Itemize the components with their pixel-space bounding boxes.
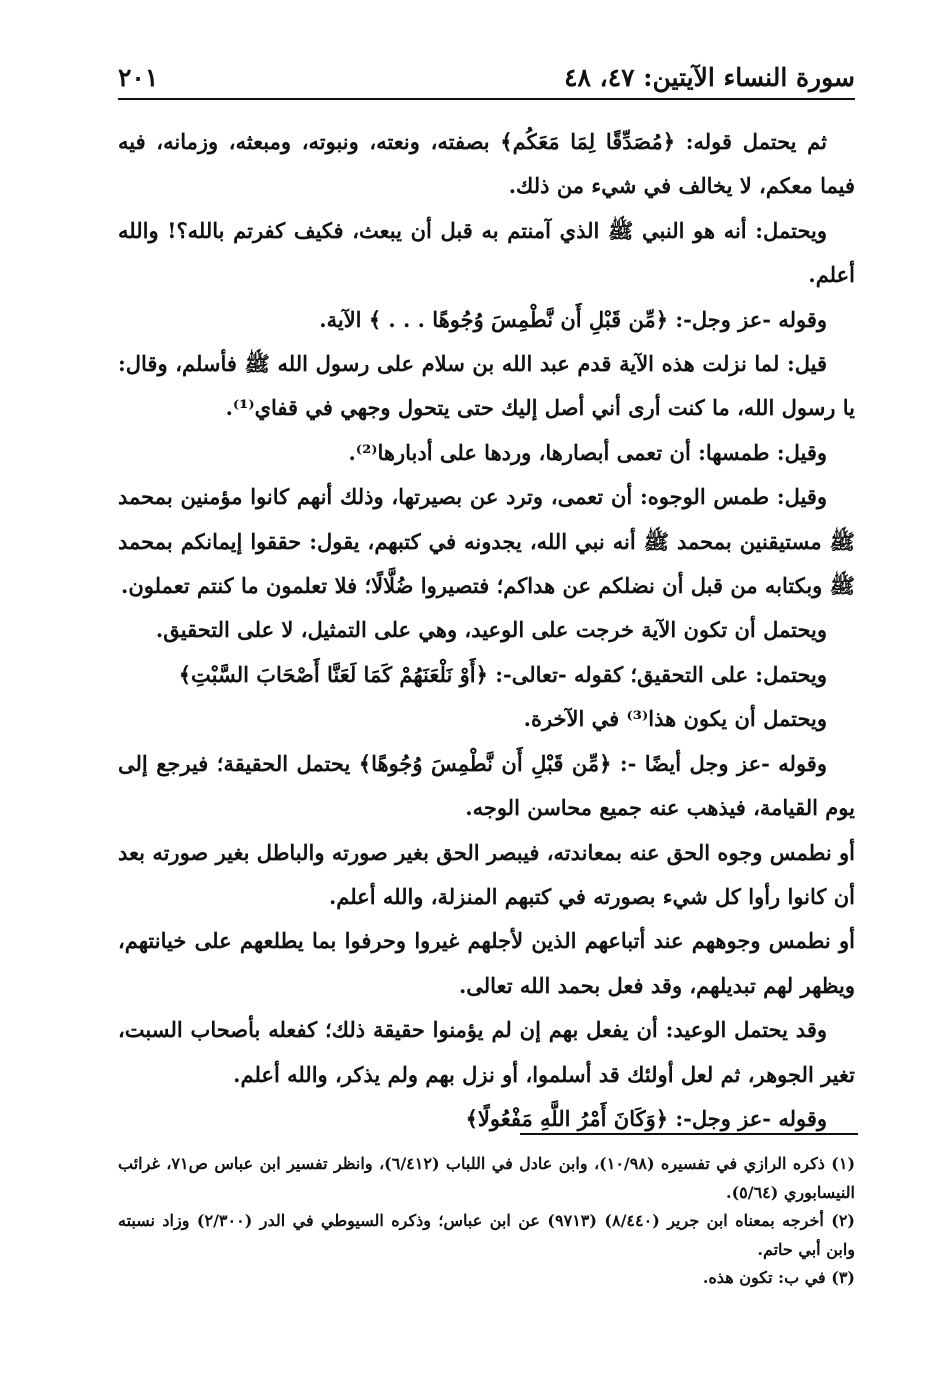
paragraph: ثم يحتمل قوله: ﴿مُصَدِّقًا لِمَا مَعَكُم﴾ بصفته، ونعته، ونبوته، ومبعثه، وزمانه، فيه فيما معكم، لا يخالف في شيء من ذلك. bbox=[118, 129, 855, 199]
footnote-divider bbox=[520, 1133, 858, 1135]
footnote: (٢) أخرجه بمعناه ابن جرير (٨/٤٤٠) (٩٧١٣) عن ابن عباس؛ وذكره السيوطي في الدر (٢/٣٠٠) وزاد نسبته وابن أبي حاتم. bbox=[118, 1211, 855, 1259]
paragraph: ويحتمل: أنه هو النبي ﷺ الذي آمنتم به قبل أن يبعث، فكيف كفرتم بالله؟! والله أعلم. bbox=[118, 217, 855, 288]
paragraph: ويحتمل أن يكون هذا⁽³⁾ في الآخرة. bbox=[523, 706, 827, 732]
paragraph: وقوله -عز وجل أيضًا -: ﴿مِّن قَبْلِ أَن نَّطْمِسَ وُجُوهًا﴾ يحتمل الحقيقة؛ فيرجع إلى يوم القيامة، فيذهب عنه جميع محاسن الوجه. bbox=[118, 750, 855, 821]
paragraph: ويحتمل أن تكون الآية خرجت على الوعيد، وهي على التمثيل، لا على التحقيق. bbox=[155, 617, 827, 643]
paragraph: وقيل: طمس الوجوه: أن تعمى، وترد عن بصيرتها، وذلك أنهم كانوا مؤمنين بمحمد ﷺ مستيقنين بمحمد ﷺ أنه نبي الله، يجدونه في كتبهم، يقول: حققوا إيمانكم بمحمد ﷺ وبكتابه من قبل أن نضلكم عن هداكم؛ فتصيروا ضُلَّالًا؛ فلا تعلمون ما كنتم تعملون. bbox=[118, 484, 855, 599]
paragraph: وقيل: طمسها: أن تعمى أبصارها، وردها على أدبارها⁽²⁾. bbox=[348, 439, 827, 465]
paragraph: وقد يحتمل الوعيد: أن يفعل بهم إن لم يؤمنوا حقيقة ذلك؛ كفعله بأصحاب السبت، تغير الجوهر، ثم لعل أولئك قد أسلموا، أو نزل بهم ولم يذكر، والله أعلم. bbox=[118, 1017, 855, 1087]
paragraph: قيل: لما نزلت هذه الآية قدم عبد الله بن سلام على رسول الله ﷺ فأسلم، وقال: يا رسول الله، ما كنت أرى أني أصل إليك حتى يتحول وجهي في قفاي⁽¹⁾. bbox=[118, 351, 855, 421]
paragraph: وقوله -عز وجل-: ﴿وَكَانَ أَمْرُ اللَّهِ مَفْعُولًا﴾ bbox=[465, 1105, 827, 1131]
paragraph: وقوله -عز وجل-: ﴿مِّن قَبْلِ أَن نَّطْمِسَ وُجُوهًا . . . ﴾ الآية. bbox=[319, 306, 827, 332]
paragraph: أو نطمس وجوههم عند أتباعهم الذين لأجلهم غيروا وحرفوا بما يطلعهم على خيانتهم، ويظهر لهم تبديلهم، وقد فعل بحمد الله تعالى. bbox=[118, 928, 855, 998]
surah-header-title: سورة النساء الآيتين: ٤٧، ٤٨ bbox=[564, 63, 855, 92]
footnotes bbox=[118, 1150, 855, 1293]
page-header bbox=[118, 54, 855, 100]
footnote: (٣) في ب: تكون هذه. bbox=[702, 1268, 855, 1288]
page-number: ٢٠١ bbox=[118, 63, 159, 92]
footnote: (١) ذكره الرازي في تفسيره (١٠/٩٨)، وابن عادل في اللباب (٦/٤١٢)، وانظر تفسير ابن عباس ص٧١، غرائب النيسابوري (٥/٦٤). bbox=[118, 1154, 856, 1202]
paragraph: ويحتمل: على التحقيق؛ كقوله -تعالى-: ﴿أَوْ نَلْعَنَهُمْ كَمَا لَعَنَّا أَصْحَابَ السَّبْتِ﴾ bbox=[178, 661, 827, 687]
paragraph: أو نطمس وجوه الحق عنه بمعاندته، فيبصر الحق بغير صورته والباطل بغير صورته بعد أن كانوا رأوا كل شيء بصورته في كتبهم المنزلة، والله أعلم. bbox=[118, 839, 855, 909]
main-text bbox=[118, 120, 855, 1141]
